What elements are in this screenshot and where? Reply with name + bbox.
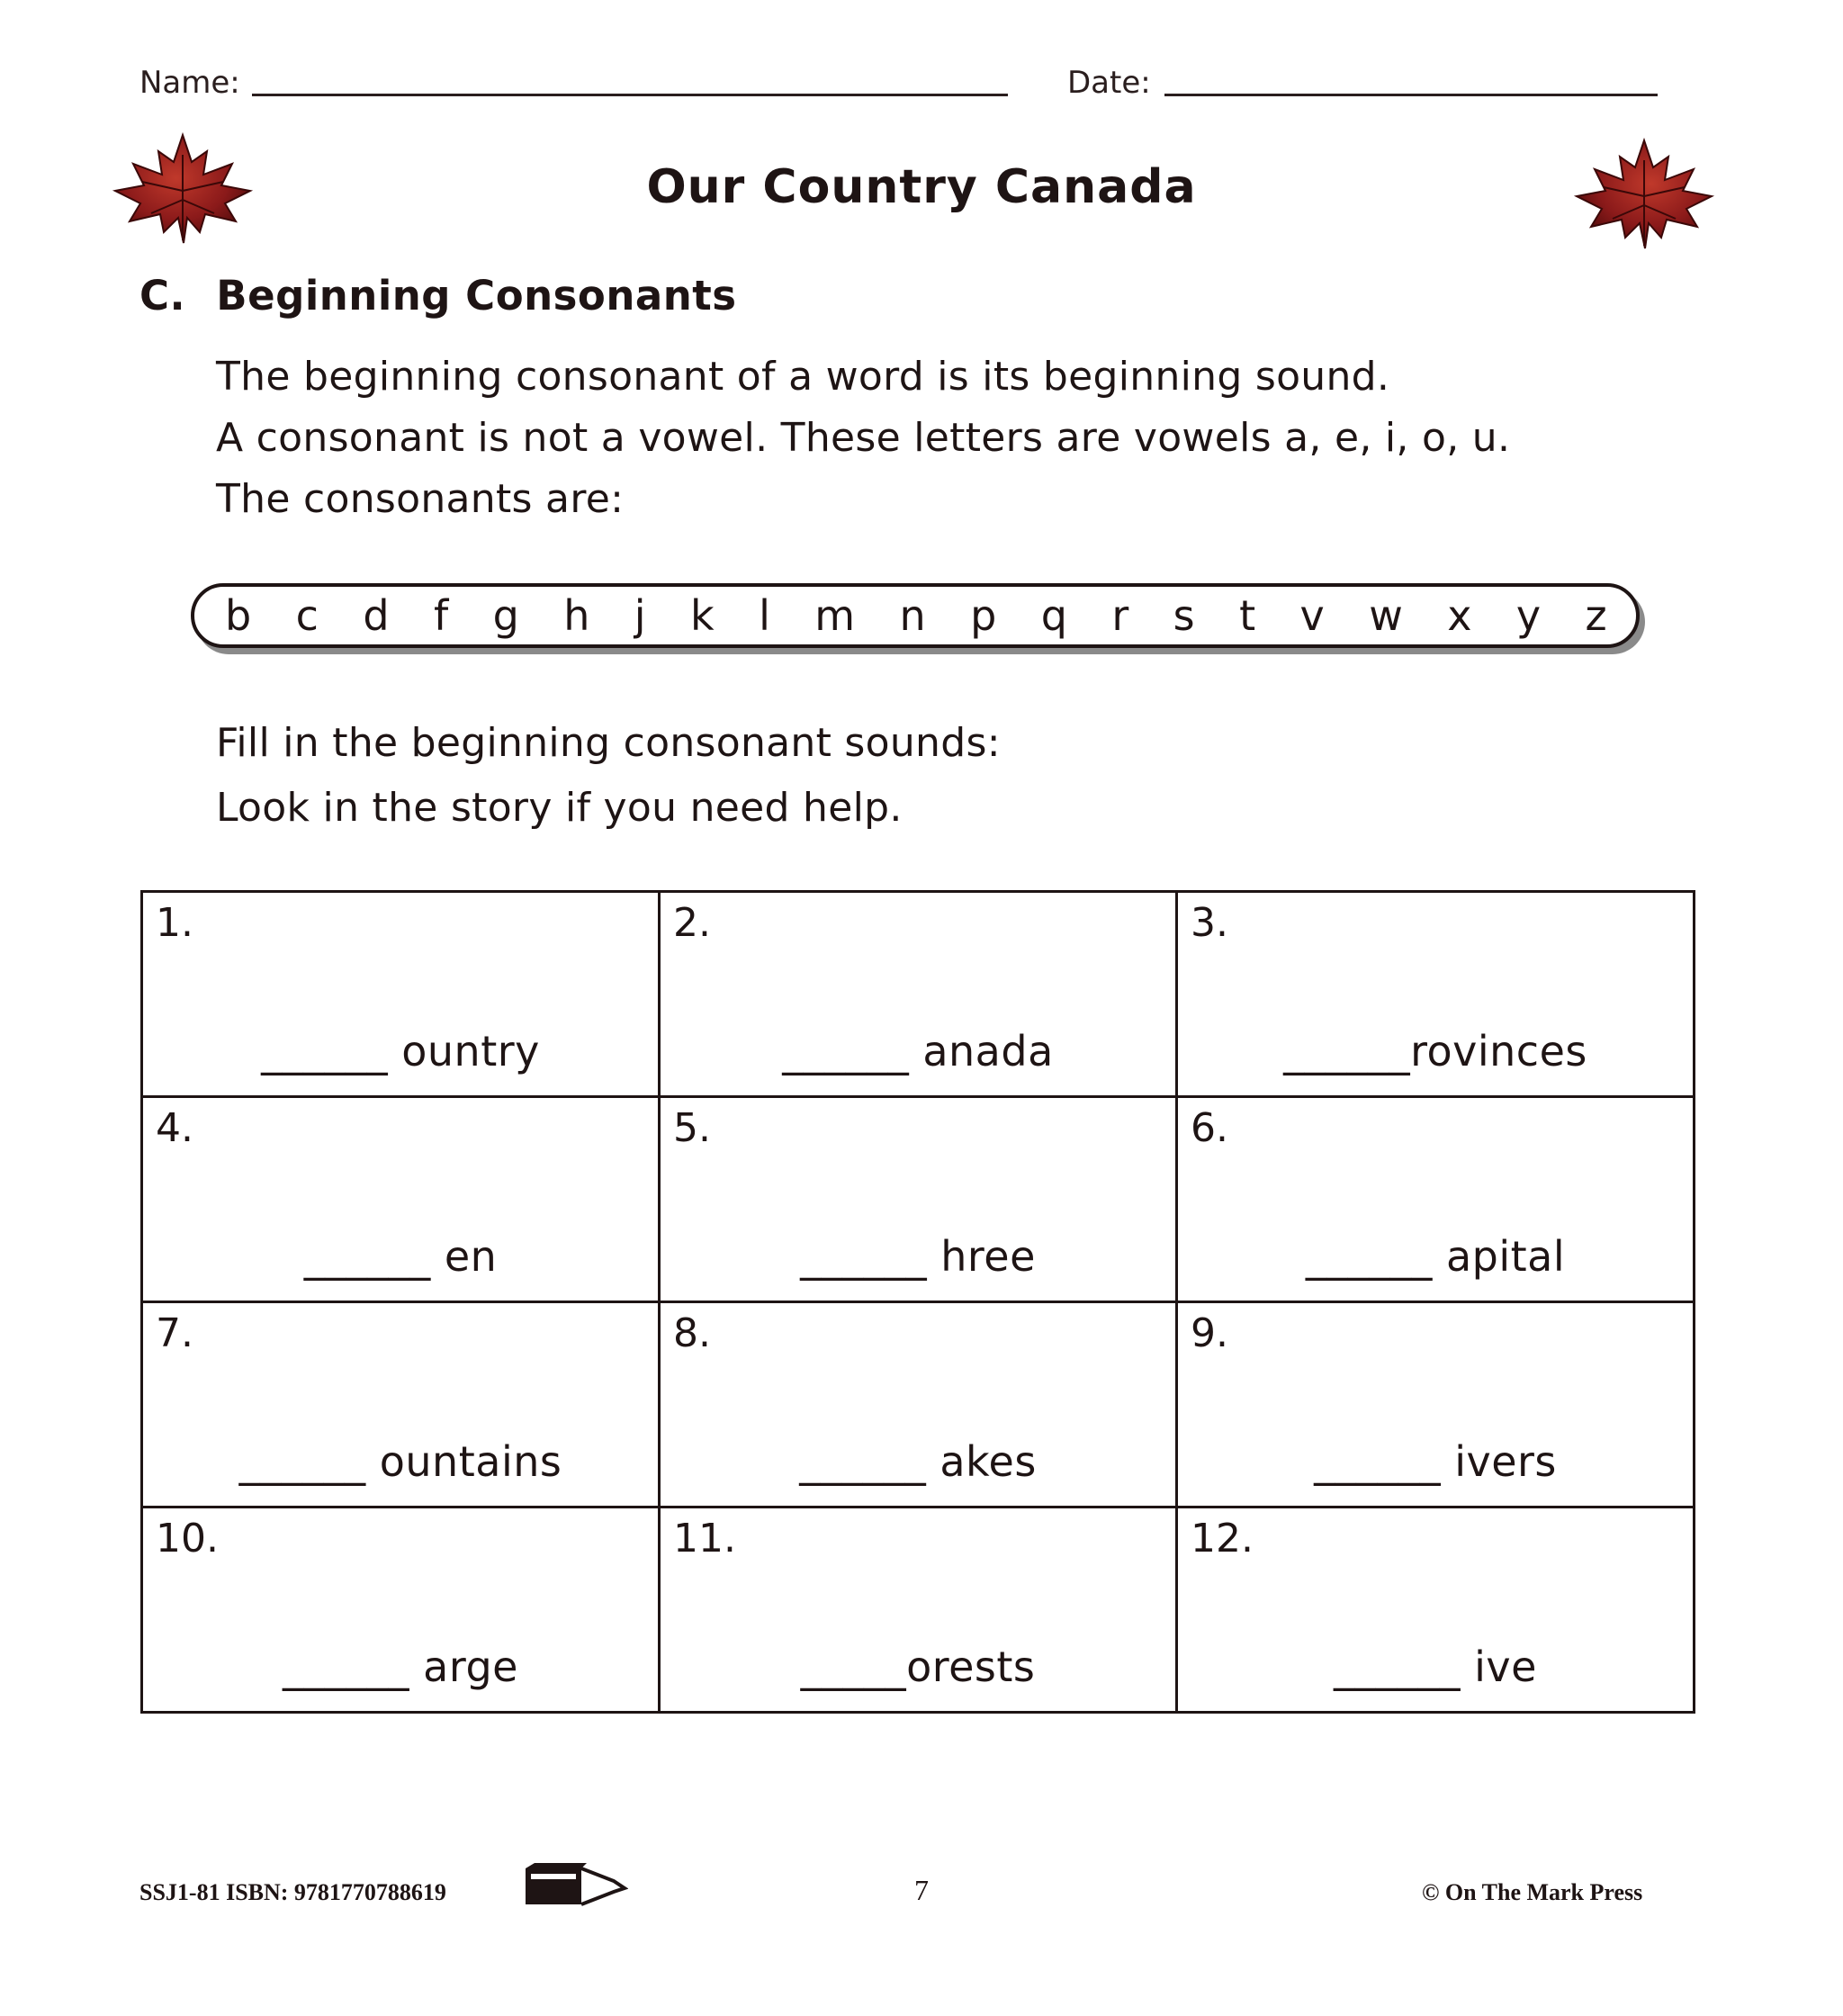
item-number: 10.: [156, 1516, 219, 1562]
consonant-letter: k: [690, 591, 715, 640]
item-word: ______ apital: [1305, 1232, 1566, 1281]
section-letter: C.: [139, 272, 186, 320]
item-number: 6.: [1191, 1105, 1228, 1151]
consonant-letter: s: [1173, 591, 1195, 640]
item-number: 1.: [156, 900, 193, 946]
item-number: 11.: [673, 1516, 736, 1562]
consonant-letter: z: [1585, 591, 1607, 640]
consonant-letter: n: [899, 591, 926, 640]
instruction-line: Look in the story if you need help.: [216, 785, 903, 831]
consonant-letter: b: [225, 591, 252, 640]
item-word: ______ arge: [283, 1642, 518, 1691]
item-word: ______ ive: [1334, 1642, 1537, 1691]
item-word: ______ akes: [799, 1437, 1037, 1486]
consonant-letter: h: [563, 591, 590, 640]
book-icon: [524, 1861, 628, 1906]
date-line[interactable]: [1164, 94, 1658, 96]
exercise-cell[interactable]: [142, 1508, 660, 1713]
consonant-letter: m: [814, 591, 856, 640]
item-word: ______ hree: [800, 1232, 1036, 1281]
consonant-list: [191, 583, 1640, 648]
item-number: 9.: [1191, 1310, 1228, 1356]
exercise-cell[interactable]: [1177, 1508, 1695, 1713]
section-heading: [139, 272, 737, 320]
item-word: ______ anada: [782, 1027, 1054, 1076]
item-word: ______ ivers: [1314, 1437, 1557, 1486]
consonant-letter: v: [1299, 591, 1325, 640]
consonant-letter: y: [1515, 591, 1542, 640]
exercise-cell[interactable]: [142, 1097, 660, 1302]
item-word: _____orests: [800, 1642, 1036, 1691]
instruction-line: Fill in the beginning consonant sounds:: [216, 720, 1001, 766]
exercise-cell[interactable]: [660, 1508, 1177, 1713]
item-word: ______ ountains: [238, 1437, 562, 1486]
exercise-cell[interactable]: [142, 892, 660, 1097]
item-number: 8.: [673, 1310, 711, 1356]
consonant-letter: l: [759, 591, 770, 640]
section-title: Beginning Consonants: [216, 272, 737, 320]
footer-isbn: SSJ1-81 ISBN: 9781770788619: [139, 1879, 446, 1905]
footer-copyright: © On The Mark Press: [1422, 1879, 1643, 1905]
item-word: ______rovinces: [1283, 1027, 1587, 1076]
item-number: 3.: [1191, 900, 1228, 946]
date-label: Date:: [1067, 65, 1151, 101]
item-word: ______ en: [303, 1232, 498, 1281]
page-number: 7: [914, 1874, 929, 1906]
exercise-cell[interactable]: [660, 1302, 1177, 1508]
exercise-cell[interactable]: [660, 892, 1177, 1097]
exercise-grid: [140, 890, 1695, 1714]
consonant-letter: w: [1369, 591, 1403, 640]
exercise-cell[interactable]: [142, 1302, 660, 1508]
consonant-letter: t: [1239, 591, 1256, 640]
consonant-letter: x: [1447, 591, 1472, 640]
page-title: Our Country Canada: [646, 160, 1197, 214]
consonant-letter: j: [634, 591, 646, 640]
exercise-cell[interactable]: [660, 1097, 1177, 1302]
intro-line: The beginning consonant of a word is its beginning sound.: [216, 354, 1390, 400]
item-number: 5.: [673, 1105, 711, 1151]
consonant-letter: g: [492, 591, 519, 640]
item-number: 12.: [1191, 1516, 1254, 1562]
consonant-letter: d: [363, 591, 390, 640]
item-word: ______ ountry: [261, 1027, 540, 1076]
exercise-cell[interactable]: [1177, 1302, 1695, 1508]
exercise-cell[interactable]: [1177, 1097, 1695, 1302]
consonant-letter: f: [433, 591, 449, 640]
consonant-letter: r: [1111, 591, 1129, 640]
consonant-letter: p: [970, 591, 997, 640]
consonant-letter: c: [295, 591, 319, 640]
instructions-text: [216, 711, 1001, 841]
intro-text: [216, 346, 1510, 530]
item-number: 7.: [156, 1310, 193, 1356]
item-number: 2.: [673, 900, 711, 946]
intro-line: The consonants are:: [216, 476, 625, 522]
item-number: 4.: [156, 1105, 193, 1151]
exercise-cell[interactable]: [1177, 892, 1695, 1097]
intro-line: A consonant is not a vowel. These letters are vowels a, e, i, o, u.: [216, 415, 1511, 461]
name-line[interactable]: [252, 94, 1008, 96]
consonant-letter: q: [1040, 591, 1067, 640]
name-label: Name:: [139, 65, 240, 101]
